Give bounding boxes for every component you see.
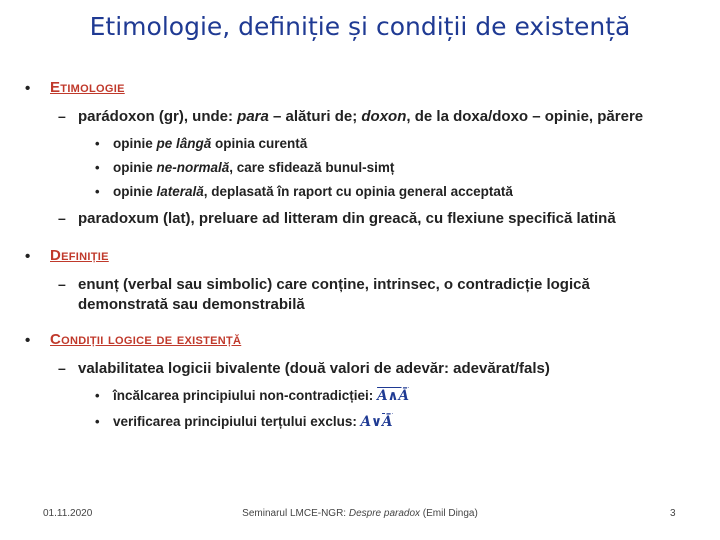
formula-excluded-middle: A∨: [360, 414, 383, 430]
text-fragment: opinie: [113, 136, 157, 151]
formula-non-contradiction: A∧Ā: [377, 388, 409, 404]
page-number: 3: [670, 508, 676, 519]
text-fragment: încălcarea principiului non-contradicției:: [113, 388, 378, 403]
dash-icon: –: [58, 360, 66, 376]
text-fragment: (Emil Dinga): [420, 508, 478, 519]
etimologie-sub-1: [113, 136, 307, 151]
bullet-icon: •: [95, 184, 100, 199]
bullet-icon: •: [95, 388, 100, 403]
footer-caption: [0, 508, 720, 519]
text-fragment: para: [237, 108, 269, 125]
text-fragment: opinie: [113, 160, 157, 175]
dash-icon: –: [58, 108, 66, 124]
text-fragment: doxon: [361, 108, 407, 125]
text-fragment: Despre paradox: [348, 508, 421, 519]
definitie-line-1: enunț (verbal sau simbolic) care conține, intrinsec, o contradicție logică: [78, 276, 590, 293]
footer-date: 01.11.2020: [43, 508, 93, 519]
formula-excluded-middle-negation: $\overline{Ā}$: [382, 414, 393, 430]
text-fragment: – alături de;: [268, 108, 362, 125]
etimologie-sub-2: [113, 160, 394, 175]
text-fragment: parádoxon (gr), unde:: [78, 108, 238, 125]
dash-icon: –: [58, 276, 66, 292]
text-fragment: , deplasată în raport cu opinia general acceptată: [203, 184, 513, 199]
text-fragment: opinia curentă: [211, 136, 308, 151]
text-fragment: , de la doxa/doxo – opinie, părere: [406, 108, 644, 125]
bullet-icon: •: [25, 80, 31, 97]
text-fragment: opinie: [113, 184, 157, 199]
conditii-sub-2: [113, 414, 393, 430]
section-heading-etimologie: Etimologie: [50, 79, 125, 96]
text-fragment: laterală: [156, 184, 204, 199]
bullet-icon: •: [95, 136, 100, 151]
bullet-icon: •: [25, 332, 31, 349]
etimologie-latin-line: paradoxum (lat), preluare ad litteram din greacă, cu flexiune specifică latină: [78, 210, 616, 227]
definitie-line-2: demonstrată sau demonstrabilă: [78, 296, 305, 313]
bullet-icon: •: [25, 248, 31, 265]
section-heading-definitie: Definiție: [50, 247, 109, 264]
bullet-icon: •: [95, 160, 100, 175]
text-fragment: Seminarul LMCE-NGR:: [242, 508, 349, 519]
text-fragment: verificarea principiului terțului exclus:: [113, 414, 361, 429]
conditii-line-1: valabilitatea logicii bivalente (două valori de adevăr: adevărat/fals): [78, 360, 550, 377]
text-fragment: , care sfidează bunul-simț: [229, 160, 395, 175]
slide-title: Etimologie, definiție și condiții de existență: [89, 12, 631, 41]
text-fragment: pe lângă: [156, 136, 212, 151]
etimologie-greek-line: [78, 108, 643, 125]
section-heading-conditii: Condiții logice de existență: [50, 331, 242, 348]
bullet-icon: •: [95, 414, 100, 429]
dash-icon: –: [58, 210, 66, 226]
text-fragment: ne-normală: [156, 160, 230, 175]
conditii-sub-1: [113, 388, 409, 404]
etimologie-sub-3: [113, 184, 513, 199]
